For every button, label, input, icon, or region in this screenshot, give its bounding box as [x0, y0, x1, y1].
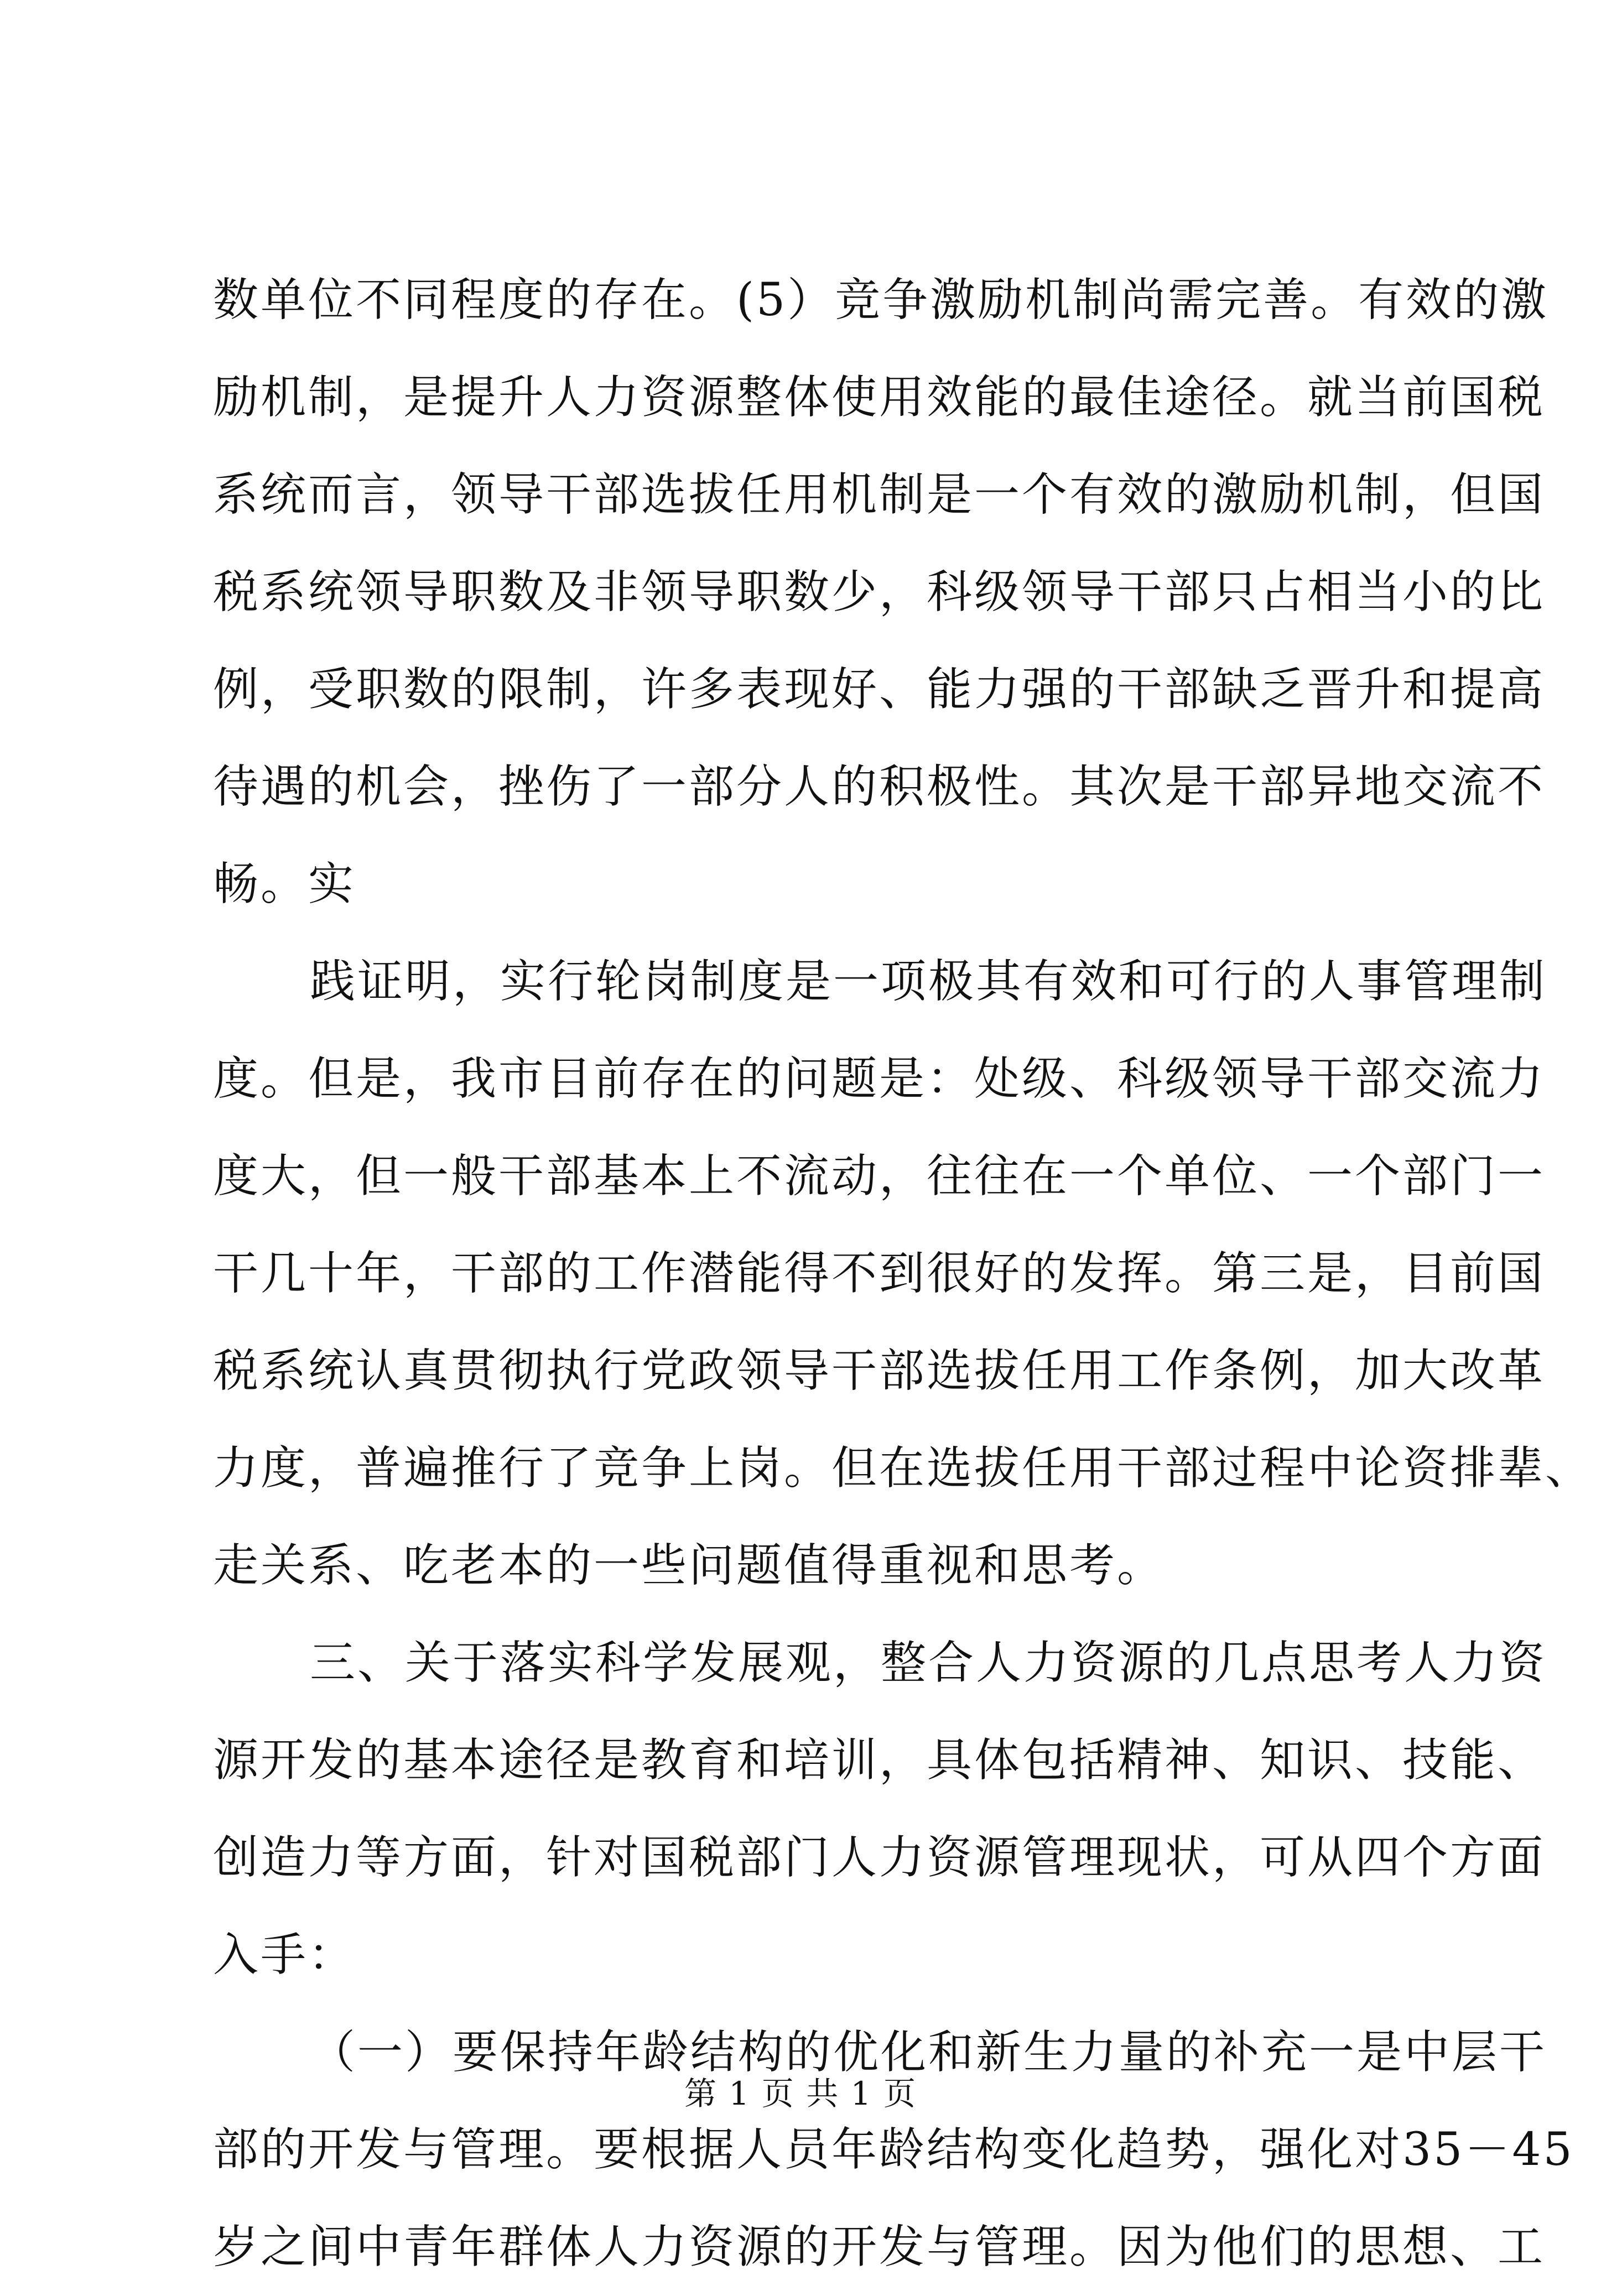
text-line: 畅。实 — [213, 858, 356, 910]
text-line: 部的开发与管理。要根据人员年龄结构变化趋势，强化对35－45 — [213, 2123, 1574, 2176]
page-footer: 第 1 页 共 1 页 — [684, 2075, 917, 2112]
text-line: 岁之间中青年群体人力资源的开发与管理。因为他们的思想、工 — [213, 2221, 1546, 2273]
text-line: 例，受职数的限制，许多表现好、能力强的干部缺乏晋升和提高 — [213, 663, 1546, 716]
text-line: 走关系、吃老本的一些问题值得重视和思考。 — [213, 1539, 1165, 1592]
text-line: 待遇的机会，挫伤了一部分人的积极性。其次是干部异地交流不 — [213, 761, 1546, 813]
text-line: （一）要保持年龄结构的优化和新生力量的补充一是中层干 — [310, 2026, 1547, 2079]
text-line: 三、关于落实科学发展观，整合人力资源的几点思考人力资 — [310, 1637, 1547, 1689]
text-line: 干几十年，干部的工作潜能得不到很好的发挥。第三是，目前国 — [213, 1247, 1546, 1300]
text-line: 税系统认真贯彻执行党政领导干部选拔任用工作条例，加大改革 — [213, 1345, 1546, 1397]
text-line: 源开发的基本途径是教育和培训，具体包括精神、知识、技能、 — [213, 1734, 1546, 1787]
text-line: 度大，但一般干部基本上不流动，往往在一个单位、一个部门一 — [213, 1150, 1546, 1202]
text-line: 系统而言，领导干部选拔任用机制是一个有效的激励机制，但国 — [213, 468, 1546, 521]
text-line: 力度，普遍推行了竞争上岗。但在选拔任用干部过程中论资排辈、 — [213, 1442, 1593, 1495]
text-line: 创造力等方面，针对国税部门人力资源管理现状，可从四个方面 — [213, 1831, 1546, 1884]
text-line: 度。但是，我市目前存在的问题是：处级、科级领导干部交流力 — [213, 1053, 1546, 1105]
text-line: 践证明，实行轮岗制度是一项极其有效和可行的人事管理制 — [310, 955, 1547, 1008]
text-line: 入手： — [213, 1929, 356, 1981]
text-line: 数单位不同程度的存在。(5）竞争激励机制尚需完善。有效的激 — [213, 274, 1549, 326]
text-line: 励机制，是提升人力资源整体使用效能的最佳途径。就当前国税 — [213, 371, 1546, 424]
text-line: 税系统领导职数及非领导职数少，科级领导干部只占相当小的比 — [213, 566, 1546, 618]
